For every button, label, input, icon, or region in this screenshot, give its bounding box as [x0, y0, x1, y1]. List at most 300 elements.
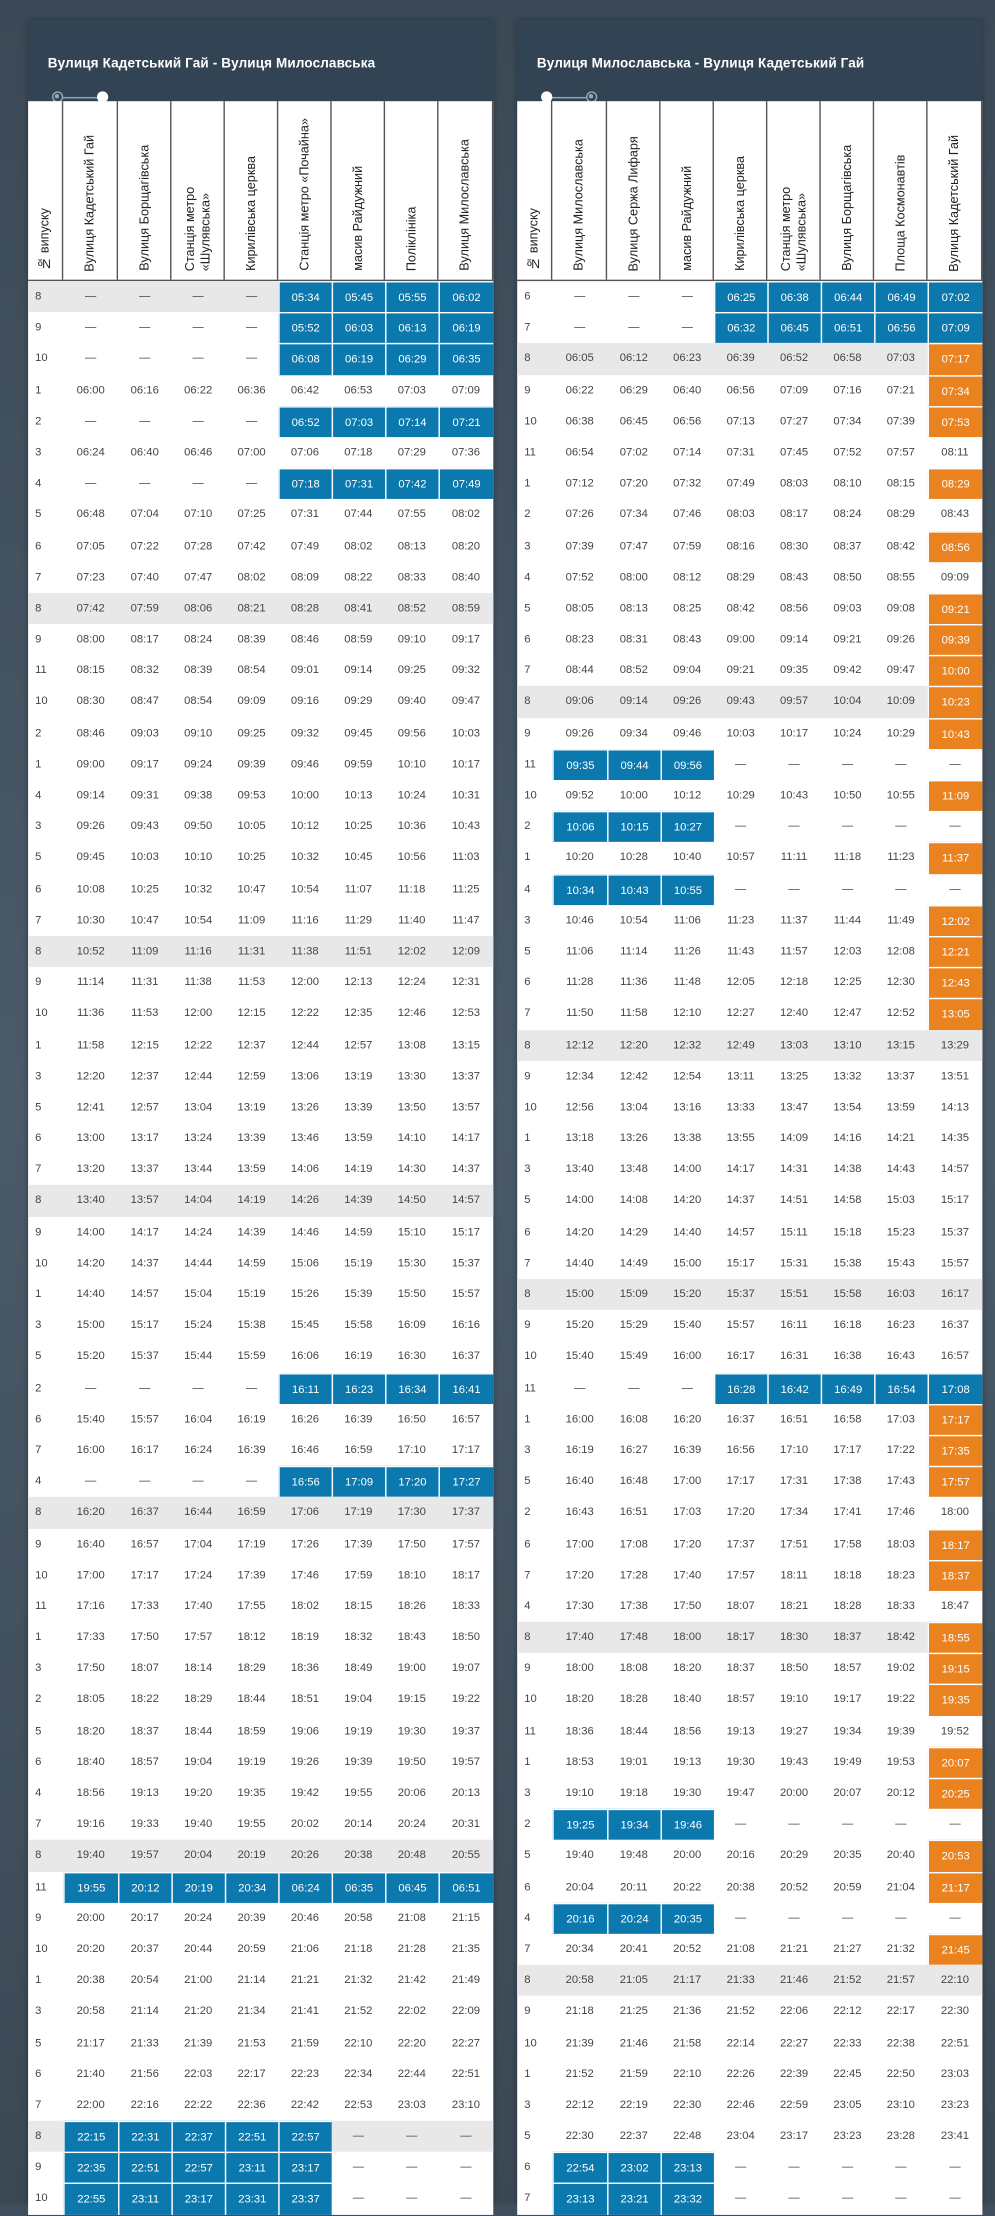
- time-cell: 06:16: [130, 383, 159, 396]
- time-cell: 07:21: [886, 383, 915, 396]
- time-cell: 12:35: [344, 1006, 373, 1020]
- time-cell: 16:17: [726, 1349, 755, 1363]
- time-cell: 07:34: [619, 507, 648, 521]
- departure-number: 3: [35, 445, 42, 459]
- table-row: [517, 406, 982, 437]
- time-cell: 07:42: [385, 468, 438, 499]
- time-cell: 07:42: [76, 601, 105, 614]
- time-cell: 09:00: [76, 757, 105, 770]
- departure-number: 1: [35, 757, 42, 770]
- departure-number: 3: [524, 1443, 531, 1456]
- time-cell: 15:37: [726, 1287, 755, 1300]
- departure-number: 3: [35, 1069, 42, 1082]
- time-cell: 10:24: [833, 726, 862, 739]
- time-cell: 15:44: [184, 1349, 213, 1363]
- time-cell: 21:34: [237, 2004, 266, 2018]
- time-cell: 19:33: [130, 1817, 159, 1831]
- table-row: [28, 1996, 493, 2027]
- time-cell: 12:59: [237, 1069, 266, 1082]
- time-cell: 06:19: [438, 312, 493, 343]
- time-cell: 07:12: [565, 476, 594, 490]
- time-cell: —: [735, 1817, 747, 1831]
- time-cell: 19:46: [661, 1809, 714, 1840]
- time-cell: 06:56: [726, 383, 755, 396]
- time-cell: 18:55: [928, 1622, 983, 1653]
- time-cell: 22:45: [833, 2066, 862, 2080]
- time-cell: 21:15: [451, 1910, 480, 1924]
- departure-number: 6: [35, 2066, 42, 2080]
- time-cell: 19:19: [344, 1723, 373, 1737]
- departure-number: 10: [35, 1006, 48, 1020]
- time-cell: 18:02: [290, 1599, 320, 1612]
- time-cell: 19:16: [76, 1817, 105, 1831]
- time-cell: 09:26: [565, 726, 594, 739]
- time-cell: 08:52: [619, 663, 648, 677]
- time-cell: 15:49: [619, 1349, 648, 1363]
- time-cell: 19:30: [726, 1755, 755, 1768]
- time-cell: 15:57: [451, 1287, 480, 1300]
- table-row: [517, 1560, 982, 1591]
- time-cell: 21:25: [619, 2004, 648, 2018]
- time-cell: 18:44: [184, 1723, 213, 1737]
- time-cell: 20:00: [673, 1848, 702, 1862]
- time-cell: 18:00: [565, 1661, 594, 1675]
- time-cell: 08:39: [184, 663, 213, 677]
- time-cell: 15:06: [290, 1256, 320, 1269]
- time-cell: 15:31: [779, 1256, 809, 1269]
- time-cell: 13:04: [619, 1100, 648, 1113]
- time-cell: 13:18: [565, 1131, 594, 1145]
- time-cell: 08:25: [673, 601, 702, 614]
- time-cell: 13:15: [451, 1037, 480, 1051]
- time-cell: 17:55: [237, 1599, 266, 1612]
- time-cell: 22:09: [451, 2004, 480, 2018]
- time-cell: 15:17: [726, 1256, 755, 1269]
- time-cell: 11:49: [887, 913, 915, 926]
- time-cell: 08:21: [237, 601, 266, 614]
- time-cell: —: [681, 1380, 693, 1394]
- time-cell: 17:16: [76, 1599, 105, 1612]
- time-cell: 17:40: [673, 1567, 702, 1581]
- departure-number: 9: [35, 975, 42, 989]
- time-cell: 09:43: [130, 819, 159, 833]
- time-cell: —: [841, 2160, 854, 2174]
- time-cell: 19:57: [130, 1848, 159, 1862]
- time-cell: 19:37: [451, 1723, 480, 1737]
- time-cell: 06:45: [619, 414, 648, 427]
- time-cell: 19:42: [290, 1786, 320, 1799]
- time-cell: 08:16: [726, 538, 755, 552]
- time-cell: 13:57: [130, 1193, 159, 1207]
- time-cell: 14:40: [565, 1256, 594, 1269]
- time-cell: 09:52: [565, 788, 594, 802]
- time-cell: 10:54: [619, 913, 648, 926]
- time-cell: 16:16: [451, 1318, 480, 1332]
- table-row: [28, 1653, 493, 1684]
- departure-number: 8: [35, 1193, 42, 1207]
- time-cell: 19:02: [886, 1661, 915, 1675]
- time-cell: 15:17: [451, 1224, 480, 1238]
- departure-number: 1: [35, 1037, 42, 1051]
- time-cell: 17:30: [565, 1599, 594, 1612]
- time-cell: 07:47: [184, 570, 213, 583]
- time-cell: 19:00: [397, 1661, 426, 1675]
- time-cell: 20:11: [620, 1879, 648, 1893]
- time-cell: 13:17: [130, 1131, 159, 1145]
- table-row: [28, 1871, 493, 1902]
- table-row: [28, 406, 493, 437]
- time-cell: 12:08: [886, 944, 915, 957]
- table-row: [517, 718, 982, 749]
- time-cell: 22:39: [779, 2066, 809, 2080]
- time-cell: 13:29: [940, 1037, 970, 1051]
- time-cell: 14:20: [673, 1193, 702, 1207]
- departure-number: 5: [35, 1100, 42, 1113]
- table-row: [28, 1497, 493, 1528]
- time-cell: 20:39: [237, 1910, 266, 1924]
- time-cell: 07:02: [619, 445, 648, 459]
- time-cell: —: [139, 414, 151, 427]
- time-cell: 20:38: [76, 1973, 105, 1987]
- column-header: Площа Космонавтів: [874, 101, 927, 279]
- time-cell: —: [788, 881, 800, 895]
- time-cell: 09:31: [130, 788, 159, 802]
- time-cell: 08:42: [726, 601, 755, 614]
- table-row: [517, 1435, 982, 1466]
- time-cell: 19:35: [237, 1786, 266, 1799]
- table-row: [517, 624, 982, 655]
- departure-number: 3: [35, 1318, 42, 1332]
- time-cell: 18:43: [397, 1630, 426, 1644]
- time-cell: —: [788, 819, 800, 833]
- time-cell: 14:40: [673, 1224, 702, 1238]
- table-row: [517, 1310, 982, 1341]
- time-cell: 20:24: [607, 1903, 660, 1934]
- table-row: [28, 1404, 493, 1435]
- departure-number: 8: [524, 351, 531, 365]
- time-cell: 15:40: [76, 1412, 105, 1425]
- time-cell: 07:17: [928, 343, 983, 374]
- time-cell: 21:59: [619, 2066, 648, 2080]
- time-cell: —: [949, 1910, 961, 1924]
- time-cell: 13:37: [886, 1069, 915, 1082]
- time-cell: 06:13: [385, 312, 438, 343]
- time-cell: 12:25: [833, 975, 862, 989]
- departure-number: 2: [524, 1817, 531, 1831]
- time-cell: 08:43: [779, 570, 809, 583]
- table-row: [28, 811, 493, 842]
- departure-number: 5: [524, 1474, 531, 1488]
- time-cell: 22:51: [225, 2121, 278, 2152]
- time-cell: 12:52: [886, 1006, 915, 1020]
- panel-title: Вулиця Кадетський Гай - Вулиця Милославська: [47, 56, 376, 72]
- column-header: Кирилівська церква: [714, 101, 767, 279]
- table-row: [517, 1404, 982, 1435]
- time-cell: 22:38: [886, 2035, 915, 2049]
- time-cell: 12:54: [673, 1069, 702, 1082]
- time-cell: 08:43: [673, 632, 702, 646]
- departure-number: 9: [35, 320, 42, 334]
- timetable-table: [517, 101, 982, 2214]
- time-cell: 12:41: [76, 1100, 105, 1113]
- time-cell: 07:31: [726, 445, 755, 459]
- time-cell: 23:21: [607, 2183, 660, 2214]
- time-cell: 21:45: [928, 1934, 983, 1965]
- time-cell: 15:19: [344, 1256, 373, 1269]
- time-cell: 06:52: [278, 406, 331, 437]
- time-cell: 11:44: [833, 913, 862, 926]
- time-cell: 22:50: [886, 2066, 915, 2080]
- time-cell: 16:11: [278, 1372, 331, 1403]
- time-cell: 19:07: [451, 1661, 480, 1675]
- time-cell: 20:58: [76, 2004, 105, 2018]
- time-cell: 18:47: [940, 1599, 970, 1612]
- time-cell: 14:58: [833, 1193, 862, 1207]
- time-cell: —: [735, 819, 747, 833]
- time-cell: 09:26: [673, 694, 702, 708]
- time-cell: 12:13: [344, 975, 373, 989]
- time-cell: 15:30: [397, 1256, 426, 1269]
- time-cell: 16:19: [565, 1443, 594, 1456]
- time-cell: 18:29: [237, 1661, 266, 1675]
- table-row: [517, 1715, 982, 1746]
- time-cell: 17:34: [779, 1505, 809, 1519]
- time-cell: —: [841, 1910, 854, 1924]
- time-cell: 20:44: [184, 1942, 213, 1955]
- time-cell: 21:17: [673, 1973, 702, 1987]
- departure-number: 1: [35, 1287, 42, 1300]
- time-cell: 11:31: [131, 975, 159, 989]
- table-row: [517, 1965, 982, 1996]
- time-cell: 13:26: [290, 1100, 320, 1113]
- time-cell: —: [949, 1817, 961, 1831]
- table-row: [28, 499, 493, 530]
- time-cell: —: [895, 2191, 907, 2205]
- time-cell: —: [841, 1817, 854, 1831]
- time-cell: 17:04: [184, 1536, 213, 1550]
- departure-number: 5: [524, 1193, 531, 1207]
- time-cell: —: [735, 757, 747, 770]
- time-cell: 09:14: [344, 663, 373, 677]
- departure-number: 8: [524, 694, 531, 708]
- departure-number: 10: [524, 414, 537, 427]
- time-cell: 16:11: [780, 1318, 808, 1332]
- time-cell: —: [895, 2160, 907, 2174]
- time-cell: —: [352, 2160, 364, 2174]
- table-row: [517, 281, 982, 312]
- time-cell: 19:10: [779, 1692, 809, 1706]
- departure-number: 7: [524, 1567, 531, 1581]
- time-cell: 17:57: [451, 1536, 480, 1550]
- time-cell: 07:04: [130, 507, 159, 521]
- time-cell: 23:10: [451, 2098, 480, 2111]
- time-cell: 07:49: [726, 476, 755, 490]
- time-cell: 15:03: [886, 1193, 915, 1207]
- time-cell: 09:47: [451, 694, 480, 708]
- time-cell: 09:09: [237, 694, 266, 708]
- time-cell: 10:25: [130, 881, 159, 895]
- time-cell: 23:13: [661, 2152, 714, 2183]
- time-cell: 23:31: [225, 2183, 278, 2214]
- departure-number: 10: [524, 2035, 537, 2049]
- time-cell: 12:43: [928, 967, 983, 998]
- time-cell: 13:57: [451, 1100, 480, 1113]
- departure-number: 4: [524, 570, 531, 583]
- time-cell: —: [139, 1380, 151, 1394]
- time-cell: 10:25: [344, 819, 373, 833]
- time-cell: 17:19: [344, 1505, 373, 1519]
- time-cell: 23:32: [661, 2183, 714, 2214]
- time-cell: 10:29: [726, 788, 755, 802]
- time-cell: 16:28: [714, 1372, 767, 1403]
- time-cell: 06:40: [673, 383, 702, 396]
- departure-number: 8: [524, 1630, 531, 1644]
- time-cell: 15:57: [940, 1256, 970, 1269]
- time-cell: 20:14: [344, 1817, 373, 1831]
- time-cell: 18:22: [130, 1692, 159, 1706]
- time-cell: 20:16: [552, 1903, 607, 1934]
- table-row: [517, 686, 982, 717]
- time-cell: 14:50: [397, 1193, 426, 1207]
- time-cell: 19:39: [886, 1723, 915, 1737]
- time-cell: 09:26: [76, 819, 105, 833]
- time-cell: 13:10: [833, 1037, 862, 1051]
- time-cell: 20:24: [397, 1817, 426, 1831]
- time-cell: 14:20: [76, 1256, 105, 1269]
- time-cell: 17:20: [673, 1536, 702, 1550]
- departure-number: 4: [524, 1599, 531, 1612]
- time-cell: 10:34: [552, 874, 607, 905]
- time-cell: 18:28: [833, 1599, 862, 1612]
- time-cell: 20:34: [225, 1871, 278, 1902]
- time-cell: 12:49: [726, 1037, 755, 1051]
- time-cell: 14:09: [779, 1131, 809, 1145]
- time-cell: 09:10: [397, 632, 426, 646]
- departure-number: 5: [35, 507, 42, 521]
- time-cell: 20:48: [397, 1848, 426, 1862]
- time-cell: 07:40: [130, 570, 159, 583]
- time-cell: 11:43: [726, 944, 755, 957]
- time-cell: 08:02: [451, 507, 480, 521]
- time-cell: 08:05: [565, 601, 594, 614]
- time-cell: 11:57: [780, 944, 808, 957]
- time-cell: 06:52: [779, 351, 809, 365]
- time-cell: 09:46: [290, 757, 320, 770]
- time-cell: 12:10: [673, 1006, 702, 1020]
- time-cell: 19:27: [779, 1723, 809, 1737]
- time-cell: 18:10: [397, 1567, 426, 1581]
- time-cell: 12:40: [779, 1006, 809, 1020]
- time-cell: —: [85, 414, 97, 427]
- time-cell: 17:38: [833, 1474, 862, 1488]
- departure-number: 7: [35, 2098, 42, 2111]
- time-cell: 07:31: [290, 507, 320, 521]
- time-cell: 08:46: [290, 632, 320, 646]
- time-cell: —: [681, 289, 693, 303]
- time-cell: 08:37: [833, 538, 862, 552]
- time-cell: 11:06: [673, 913, 701, 926]
- time-cell: 19:20: [184, 1786, 213, 1799]
- time-cell: 17:31: [779, 1474, 809, 1488]
- time-cell: 18:37: [928, 1560, 983, 1591]
- table-row: [517, 2152, 982, 2183]
- departure-number: 8: [35, 601, 42, 614]
- table-row: [517, 1217, 982, 1248]
- time-cell: 10:54: [184, 913, 213, 926]
- time-cell: 19:48: [619, 1848, 648, 1862]
- time-cell: 16:06: [290, 1349, 320, 1363]
- time-cell: 15:09: [619, 1287, 648, 1300]
- table-row: [28, 655, 493, 686]
- time-cell: 18:28: [619, 1692, 648, 1706]
- time-cell: 12:34: [565, 1069, 594, 1082]
- time-cell: 08:30: [779, 538, 809, 552]
- time-cell: 21:17: [76, 2035, 105, 2049]
- departure-number: 6: [524, 632, 531, 646]
- departure-number: 3: [524, 1786, 531, 1799]
- time-cell: 16:50: [397, 1412, 426, 1425]
- table-row: [28, 437, 493, 468]
- time-cell: 17:17: [451, 1443, 480, 1456]
- time-cell: 16:00: [673, 1349, 702, 1363]
- time-cell: 10:03: [130, 850, 159, 864]
- time-cell: 18:15: [344, 1599, 373, 1612]
- time-cell: 15:20: [565, 1318, 594, 1332]
- table-row: [28, 718, 493, 749]
- time-cell: 21:39: [565, 2035, 594, 2049]
- column-header: Вулиця Борщагівська: [821, 101, 874, 279]
- time-cell: 06:12: [619, 351, 648, 365]
- time-cell: 07:14: [673, 445, 702, 459]
- time-cell: 08:02: [344, 538, 373, 552]
- time-cell: 15:00: [673, 1256, 702, 1269]
- table-row: [28, 468, 493, 499]
- time-cell: —: [460, 2160, 472, 2174]
- time-cell: 15:39: [344, 1287, 373, 1300]
- time-cell: 07:21: [438, 406, 493, 437]
- time-cell: —: [895, 1910, 907, 1924]
- time-cell: 21:28: [397, 1942, 426, 1955]
- departure-number: 11: [35, 1599, 47, 1612]
- time-cell: 16:51: [779, 1412, 809, 1425]
- time-cell: 12:47: [833, 1006, 862, 1020]
- time-cell: 16:39: [344, 1412, 373, 1425]
- time-cell: 22:00: [76, 2098, 105, 2111]
- table-row: [28, 1217, 493, 1248]
- time-cell: 18:05: [76, 1692, 105, 1706]
- time-cell: 07:14: [385, 406, 438, 437]
- time-cell: 07:55: [397, 507, 426, 521]
- time-cell: 06:53: [344, 383, 373, 396]
- time-cell: 15:40: [565, 1349, 594, 1363]
- time-cell: 12:00: [290, 975, 320, 989]
- time-cell: 09:17: [451, 632, 480, 646]
- time-cell: 14:17: [726, 1162, 755, 1176]
- time-cell: 08:43: [940, 507, 970, 521]
- time-cell: 15:51: [779, 1287, 809, 1300]
- time-cell: 08:13: [397, 538, 426, 552]
- time-cell: 10:27: [661, 811, 714, 842]
- time-cell: 22:44: [397, 2066, 426, 2080]
- time-cell: 16:08: [619, 1412, 648, 1425]
- time-cell: 19:18: [619, 1786, 648, 1799]
- time-cell: 14:39: [344, 1193, 373, 1207]
- time-cell: 21:42: [397, 1973, 426, 1987]
- time-cell: 21:41: [290, 2004, 320, 2018]
- time-cell: 14:57: [940, 1162, 970, 1176]
- time-cell: 14:13: [940, 1100, 970, 1113]
- time-cell: 08:15: [76, 663, 105, 677]
